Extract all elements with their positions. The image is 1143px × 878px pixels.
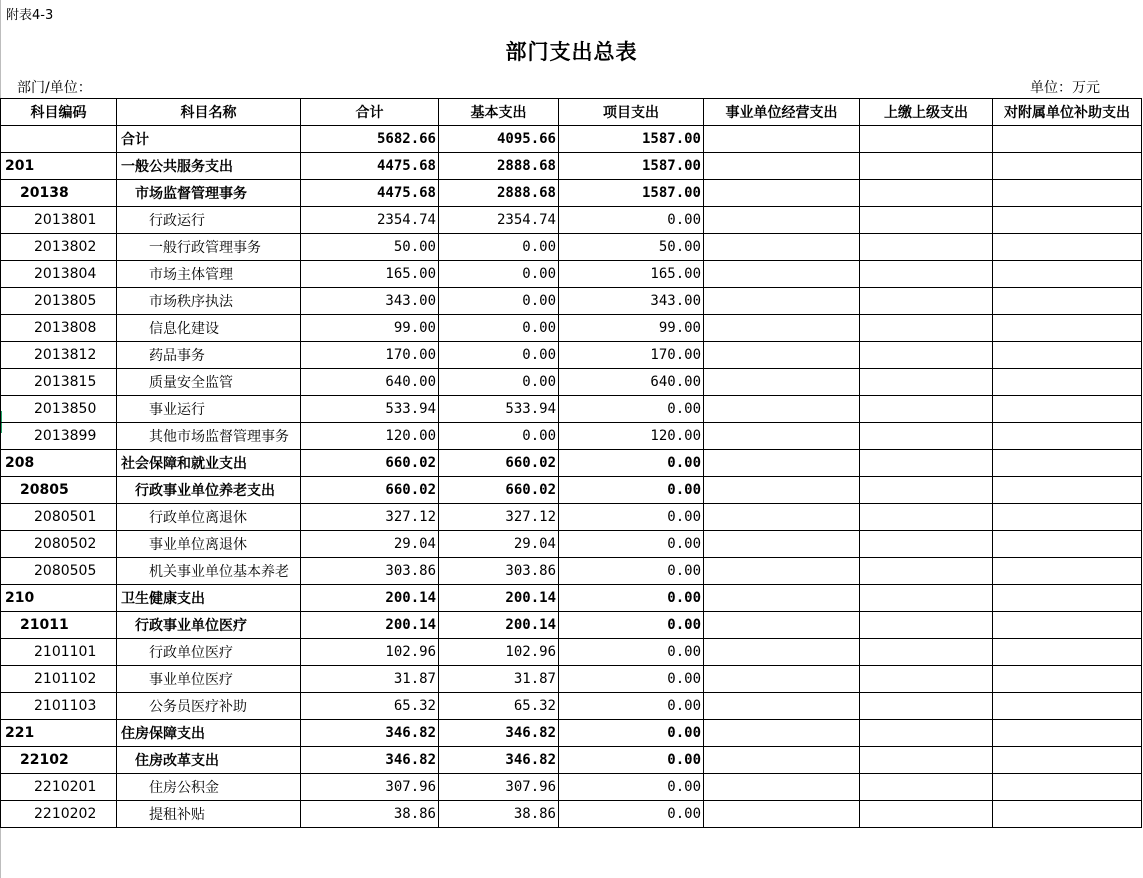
basic-cell[interactable]: 31.87 bbox=[439, 666, 559, 693]
project-cell[interactable]: 170.00 bbox=[559, 342, 704, 369]
total-cell[interactable]: 2354.74 bbox=[301, 207, 439, 234]
name-cell[interactable]: 市场主体管理 bbox=[117, 261, 301, 288]
subsidy-cell[interactable] bbox=[993, 234, 1142, 261]
total-cell[interactable]: 303.86 bbox=[301, 558, 439, 585]
subsidy-cell[interactable] bbox=[993, 639, 1142, 666]
header-cell[interactable]: 事业单位经营支出 bbox=[704, 99, 860, 126]
header-cell[interactable]: 上缴上级支出 bbox=[860, 99, 993, 126]
operating-cell[interactable] bbox=[704, 180, 860, 207]
name-cell[interactable]: 事业单位医疗 bbox=[117, 666, 301, 693]
operating-cell[interactable] bbox=[704, 288, 860, 315]
project-cell[interactable]: 0.00 bbox=[559, 477, 704, 504]
code-cell[interactable] bbox=[1, 126, 117, 153]
project-cell[interactable]: 0.00 bbox=[559, 693, 704, 720]
basic-cell[interactable]: 65.32 bbox=[439, 693, 559, 720]
project-cell[interactable]: 0.00 bbox=[559, 396, 704, 423]
subsidy-cell[interactable] bbox=[993, 666, 1142, 693]
code-cell[interactable]: 2013802 bbox=[1, 234, 117, 261]
code-cell[interactable]: 210 bbox=[1, 585, 117, 612]
table-row bbox=[1, 423, 1142, 450]
subsidy-cell[interactable] bbox=[993, 585, 1142, 612]
code-cell[interactable]: 2101101 bbox=[1, 639, 117, 666]
operating-cell[interactable] bbox=[704, 207, 860, 234]
operating-cell[interactable] bbox=[704, 423, 860, 450]
code-cell[interactable]: 221 bbox=[1, 720, 117, 747]
project-cell[interactable]: 120.00 bbox=[559, 423, 704, 450]
operating-cell[interactable] bbox=[704, 504, 860, 531]
basic-cell[interactable]: 0.00 bbox=[439, 369, 559, 396]
basic-cell[interactable]: 303.86 bbox=[439, 558, 559, 585]
basic-cell[interactable]: 2354.74 bbox=[439, 207, 559, 234]
project-cell[interactable]: 1587.00 bbox=[559, 126, 704, 153]
name-cell[interactable]: 机关事业单位基本养老 bbox=[117, 558, 301, 585]
operating-cell[interactable] bbox=[704, 747, 860, 774]
table-row bbox=[1, 612, 1142, 639]
code-cell[interactable]: 21011 bbox=[1, 612, 117, 639]
project-cell[interactable]: 1587.00 bbox=[559, 153, 704, 180]
name-cell[interactable]: 公务员医疗补助 bbox=[117, 693, 301, 720]
operating-cell[interactable] bbox=[704, 369, 860, 396]
basic-cell[interactable]: 307.96 bbox=[439, 774, 559, 801]
project-cell[interactable]: 0.00 bbox=[559, 666, 704, 693]
project-cell[interactable]: 50.00 bbox=[559, 234, 704, 261]
table-row bbox=[1, 180, 1142, 207]
total-cell[interactable]: 660.02 bbox=[301, 477, 439, 504]
total-cell[interactable]: 343.00 bbox=[301, 288, 439, 315]
basic-cell[interactable]: 29.04 bbox=[439, 531, 559, 558]
code-cell[interactable]: 208 bbox=[1, 450, 117, 477]
code-cell[interactable]: 2210202 bbox=[1, 801, 117, 828]
operating-cell[interactable] bbox=[704, 801, 860, 828]
code-cell[interactable]: 20138 bbox=[1, 180, 117, 207]
code-cell[interactable]: 20805 bbox=[1, 477, 117, 504]
subsidy-cell[interactable] bbox=[993, 693, 1142, 720]
subsidy-cell[interactable] bbox=[993, 153, 1142, 180]
subsidy-cell[interactable] bbox=[993, 315, 1142, 342]
name-cell[interactable]: 质量安全监管 bbox=[117, 369, 301, 396]
subsidy-cell[interactable] bbox=[993, 720, 1142, 747]
name-cell[interactable]: 药品事务 bbox=[117, 342, 301, 369]
name-cell[interactable]: 住房保障支出 bbox=[117, 720, 301, 747]
total-cell[interactable]: 200.14 bbox=[301, 612, 439, 639]
table-row bbox=[1, 720, 1142, 747]
header-cell[interactable]: 科目编码 bbox=[1, 99, 117, 126]
total-cell[interactable]: 640.00 bbox=[301, 369, 439, 396]
table-row bbox=[1, 558, 1142, 585]
header-cell[interactable]: 对附属单位补助支出 bbox=[993, 99, 1142, 126]
name-cell[interactable]: 行政事业单位养老支出 bbox=[117, 477, 301, 504]
project-cell[interactable]: 0.00 bbox=[559, 504, 704, 531]
upper-level-cell[interactable] bbox=[860, 477, 993, 504]
upper-level-cell[interactable] bbox=[860, 585, 993, 612]
project-cell[interactable]: 99.00 bbox=[559, 315, 704, 342]
code-cell[interactable]: 2013805 bbox=[1, 288, 117, 315]
subsidy-cell[interactable] bbox=[993, 801, 1142, 828]
table-body bbox=[1, 126, 1142, 828]
table-row bbox=[1, 477, 1142, 504]
total-cell[interactable]: 346.82 bbox=[301, 720, 439, 747]
total-cell[interactable]: 165.00 bbox=[301, 261, 439, 288]
total-cell[interactable]: 5682.66 bbox=[301, 126, 439, 153]
table-row bbox=[1, 504, 1142, 531]
basic-cell[interactable]: 0.00 bbox=[439, 315, 559, 342]
subsidy-cell[interactable] bbox=[993, 774, 1142, 801]
name-cell[interactable]: 行政单位离退休 bbox=[117, 504, 301, 531]
header-cell[interactable]: 合计 bbox=[301, 99, 439, 126]
operating-cell[interactable] bbox=[704, 693, 860, 720]
header-cell[interactable]: 基本支出 bbox=[439, 99, 559, 126]
total-cell[interactable]: 170.00 bbox=[301, 342, 439, 369]
basic-cell[interactable]: 660.02 bbox=[439, 477, 559, 504]
name-cell[interactable]: 行政事业单位医疗 bbox=[117, 612, 301, 639]
subsidy-cell[interactable] bbox=[993, 180, 1142, 207]
project-cell[interactable]: 0.00 bbox=[559, 747, 704, 774]
total-cell[interactable]: 99.00 bbox=[301, 315, 439, 342]
code-cell[interactable]: 2013804 bbox=[1, 261, 117, 288]
upper-level-cell[interactable] bbox=[860, 369, 993, 396]
table-row bbox=[1, 639, 1142, 666]
code-cell[interactable]: 22102 bbox=[1, 747, 117, 774]
header-cell[interactable]: 项目支出 bbox=[559, 99, 704, 126]
basic-cell[interactable]: 2888.68 bbox=[439, 153, 559, 180]
operating-cell[interactable] bbox=[704, 666, 860, 693]
name-cell[interactable]: 行政运行 bbox=[117, 207, 301, 234]
upper-level-cell[interactable] bbox=[860, 504, 993, 531]
basic-cell[interactable]: 200.14 bbox=[439, 612, 559, 639]
code-cell[interactable]: 2013899 bbox=[1, 423, 117, 450]
annex-label: 附表4-3 bbox=[6, 8, 54, 23]
project-cell[interactable]: 165.00 bbox=[559, 261, 704, 288]
total-cell[interactable]: 660.02 bbox=[301, 450, 439, 477]
expenditure-table bbox=[0, 98, 1142, 828]
operating-cell[interactable] bbox=[704, 450, 860, 477]
total-cell[interactable]: 307.96 bbox=[301, 774, 439, 801]
table-row bbox=[1, 153, 1142, 180]
code-cell[interactable]: 2013812 bbox=[1, 342, 117, 369]
upper-level-cell[interactable] bbox=[860, 666, 993, 693]
upper-level-cell[interactable] bbox=[860, 342, 993, 369]
operating-cell[interactable] bbox=[704, 639, 860, 666]
basic-cell[interactable]: 0.00 bbox=[439, 342, 559, 369]
basic-cell[interactable]: 38.86 bbox=[439, 801, 559, 828]
name-cell[interactable]: 住房改革支出 bbox=[117, 747, 301, 774]
basic-cell[interactable]: 660.02 bbox=[439, 450, 559, 477]
operating-cell[interactable] bbox=[704, 234, 860, 261]
project-cell[interactable]: 0.00 bbox=[559, 207, 704, 234]
upper-level-cell[interactable] bbox=[860, 423, 993, 450]
name-cell[interactable]: 一般公共服务支出 bbox=[117, 153, 301, 180]
name-cell[interactable]: 事业单位离退休 bbox=[117, 531, 301, 558]
subsidy-cell[interactable] bbox=[993, 477, 1142, 504]
name-cell[interactable]: 住房公积金 bbox=[117, 774, 301, 801]
project-cell[interactable]: 343.00 bbox=[559, 288, 704, 315]
subsidy-cell[interactable] bbox=[993, 450, 1142, 477]
table-row bbox=[1, 666, 1142, 693]
code-cell[interactable]: 2080502 bbox=[1, 531, 117, 558]
subsidy-cell[interactable] bbox=[993, 612, 1142, 639]
name-cell[interactable]: 社会保障和就业支出 bbox=[117, 450, 301, 477]
total-cell[interactable]: 200.14 bbox=[301, 585, 439, 612]
basic-cell[interactable]: 346.82 bbox=[439, 747, 559, 774]
operating-cell[interactable] bbox=[704, 558, 860, 585]
upper-level-cell[interactable] bbox=[860, 315, 993, 342]
table-row bbox=[1, 531, 1142, 558]
total-cell[interactable]: 120.00 bbox=[301, 423, 439, 450]
subsidy-cell[interactable] bbox=[993, 504, 1142, 531]
total-cell[interactable]: 31.87 bbox=[301, 666, 439, 693]
basic-cell[interactable]: 327.12 bbox=[439, 504, 559, 531]
name-cell[interactable]: 卫生健康支出 bbox=[117, 585, 301, 612]
upper-level-cell[interactable] bbox=[860, 531, 993, 558]
code-cell[interactable]: 2080501 bbox=[1, 504, 117, 531]
project-cell[interactable]: 0.00 bbox=[559, 531, 704, 558]
upper-level-cell[interactable] bbox=[860, 207, 993, 234]
upper-level-cell[interactable] bbox=[860, 747, 993, 774]
subsidy-cell[interactable] bbox=[993, 288, 1142, 315]
upper-level-cell[interactable] bbox=[860, 558, 993, 585]
project-cell[interactable]: 640.00 bbox=[559, 369, 704, 396]
operating-cell[interactable] bbox=[704, 477, 860, 504]
upper-level-cell[interactable] bbox=[860, 234, 993, 261]
operating-cell[interactable] bbox=[704, 261, 860, 288]
total-cell[interactable]: 327.12 bbox=[301, 504, 439, 531]
table-row bbox=[1, 315, 1142, 342]
operating-cell[interactable] bbox=[704, 342, 860, 369]
operating-cell[interactable] bbox=[704, 720, 860, 747]
code-cell[interactable]: 2013815 bbox=[1, 369, 117, 396]
page-title: 部门支出总表 bbox=[505, 40, 638, 64]
project-cell[interactable]: 0.00 bbox=[559, 558, 704, 585]
subsidy-cell[interactable] bbox=[993, 396, 1142, 423]
total-cell[interactable]: 50.00 bbox=[301, 234, 439, 261]
basic-cell[interactable]: 200.14 bbox=[439, 585, 559, 612]
unit-label: 单位：万元 bbox=[1030, 80, 1100, 96]
operating-cell[interactable] bbox=[704, 126, 860, 153]
subsidy-cell[interactable] bbox=[993, 747, 1142, 774]
upper-level-cell[interactable] bbox=[860, 612, 993, 639]
table-row bbox=[1, 126, 1142, 153]
subsidy-cell[interactable] bbox=[993, 558, 1142, 585]
name-cell[interactable]: 市场监督管理事务 bbox=[117, 180, 301, 207]
name-cell[interactable]: 事业运行 bbox=[117, 396, 301, 423]
table-row bbox=[1, 585, 1142, 612]
project-cell[interactable]: 0.00 bbox=[559, 585, 704, 612]
operating-cell[interactable] bbox=[704, 315, 860, 342]
basic-cell[interactable]: 0.00 bbox=[439, 261, 559, 288]
subsidy-cell[interactable] bbox=[993, 126, 1142, 153]
table-row bbox=[1, 288, 1142, 315]
upper-level-cell[interactable] bbox=[860, 450, 993, 477]
table-row bbox=[1, 207, 1142, 234]
upper-level-cell[interactable] bbox=[860, 693, 993, 720]
operating-cell[interactable] bbox=[704, 396, 860, 423]
basic-cell[interactable]: 0.00 bbox=[439, 423, 559, 450]
project-cell[interactable]: 0.00 bbox=[559, 801, 704, 828]
project-cell[interactable]: 1587.00 bbox=[559, 180, 704, 207]
table-row bbox=[1, 747, 1142, 774]
project-cell[interactable]: 0.00 bbox=[559, 612, 704, 639]
upper-level-cell[interactable] bbox=[860, 261, 993, 288]
project-cell[interactable]: 0.00 bbox=[559, 450, 704, 477]
basic-cell[interactable]: 533.94 bbox=[439, 396, 559, 423]
dept-label: 部门/单位： bbox=[17, 80, 92, 96]
code-cell[interactable]: 2101103 bbox=[1, 693, 117, 720]
name-cell[interactable]: 合计 bbox=[117, 126, 301, 153]
basic-cell[interactable]: 2888.68 bbox=[439, 180, 559, 207]
total-cell[interactable]: 38.86 bbox=[301, 801, 439, 828]
upper-level-cell[interactable] bbox=[860, 288, 993, 315]
subsidy-cell[interactable] bbox=[993, 261, 1142, 288]
subsidy-cell[interactable] bbox=[993, 369, 1142, 396]
basic-cell[interactable]: 0.00 bbox=[439, 234, 559, 261]
operating-cell[interactable] bbox=[704, 585, 860, 612]
operating-cell[interactable] bbox=[704, 531, 860, 558]
upper-level-cell[interactable] bbox=[860, 153, 993, 180]
code-cell[interactable]: 2013850 bbox=[1, 396, 117, 423]
basic-cell[interactable]: 4095.66 bbox=[439, 126, 559, 153]
total-cell[interactable]: 102.96 bbox=[301, 639, 439, 666]
code-cell[interactable]: 2101102 bbox=[1, 666, 117, 693]
table-row bbox=[1, 450, 1142, 477]
name-cell[interactable]: 一般行政管理事务 bbox=[117, 234, 301, 261]
table-row bbox=[1, 774, 1142, 801]
subsidy-cell[interactable] bbox=[993, 342, 1142, 369]
total-cell[interactable]: 29.04 bbox=[301, 531, 439, 558]
upper-level-cell[interactable] bbox=[860, 180, 993, 207]
upper-level-cell[interactable] bbox=[860, 126, 993, 153]
name-cell[interactable]: 信息化建设 bbox=[117, 315, 301, 342]
upper-level-cell[interactable] bbox=[860, 396, 993, 423]
total-cell[interactable]: 65.32 bbox=[301, 693, 439, 720]
subsidy-cell[interactable] bbox=[993, 423, 1142, 450]
name-cell[interactable]: 其他市场监督管理事务 bbox=[117, 423, 301, 450]
code-cell[interactable]: 2080505 bbox=[1, 558, 117, 585]
total-cell[interactable]: 533.94 bbox=[301, 396, 439, 423]
basic-cell[interactable]: 0.00 bbox=[439, 288, 559, 315]
total-cell[interactable]: 346.82 bbox=[301, 747, 439, 774]
table-row bbox=[1, 342, 1142, 369]
table-row bbox=[1, 261, 1142, 288]
table-row bbox=[1, 369, 1142, 396]
operating-cell[interactable] bbox=[704, 774, 860, 801]
total-cell[interactable]: 4475.68 bbox=[301, 180, 439, 207]
header-cell[interactable]: 科目名称 bbox=[117, 99, 301, 126]
upper-level-cell[interactable] bbox=[860, 774, 993, 801]
basic-cell[interactable]: 346.82 bbox=[439, 720, 559, 747]
name-cell[interactable]: 提租补贴 bbox=[117, 801, 301, 828]
upper-level-cell[interactable] bbox=[860, 720, 993, 747]
total-cell[interactable]: 4475.68 bbox=[301, 153, 439, 180]
project-cell[interactable]: 0.00 bbox=[559, 639, 704, 666]
basic-cell[interactable]: 102.96 bbox=[439, 639, 559, 666]
project-cell[interactable]: 0.00 bbox=[559, 720, 704, 747]
subsidy-cell[interactable] bbox=[993, 207, 1142, 234]
code-cell[interactable]: 2210201 bbox=[1, 774, 117, 801]
header-row bbox=[1, 99, 1142, 126]
table-row bbox=[1, 234, 1142, 261]
code-cell[interactable]: 2013808 bbox=[1, 315, 117, 342]
project-cell[interactable]: 0.00 bbox=[559, 774, 704, 801]
table-row bbox=[1, 396, 1142, 423]
subsidy-cell[interactable] bbox=[993, 531, 1142, 558]
upper-level-cell[interactable] bbox=[860, 801, 993, 828]
name-cell[interactable]: 市场秩序执法 bbox=[117, 288, 301, 315]
name-cell[interactable]: 行政单位医疗 bbox=[117, 639, 301, 666]
table-row bbox=[1, 801, 1142, 828]
operating-cell[interactable] bbox=[704, 612, 860, 639]
table-row bbox=[1, 693, 1142, 720]
operating-cell[interactable] bbox=[704, 153, 860, 180]
upper-level-cell[interactable] bbox=[860, 639, 993, 666]
code-cell[interactable]: 2013801 bbox=[1, 207, 117, 234]
code-cell[interactable]: 201 bbox=[1, 153, 117, 180]
